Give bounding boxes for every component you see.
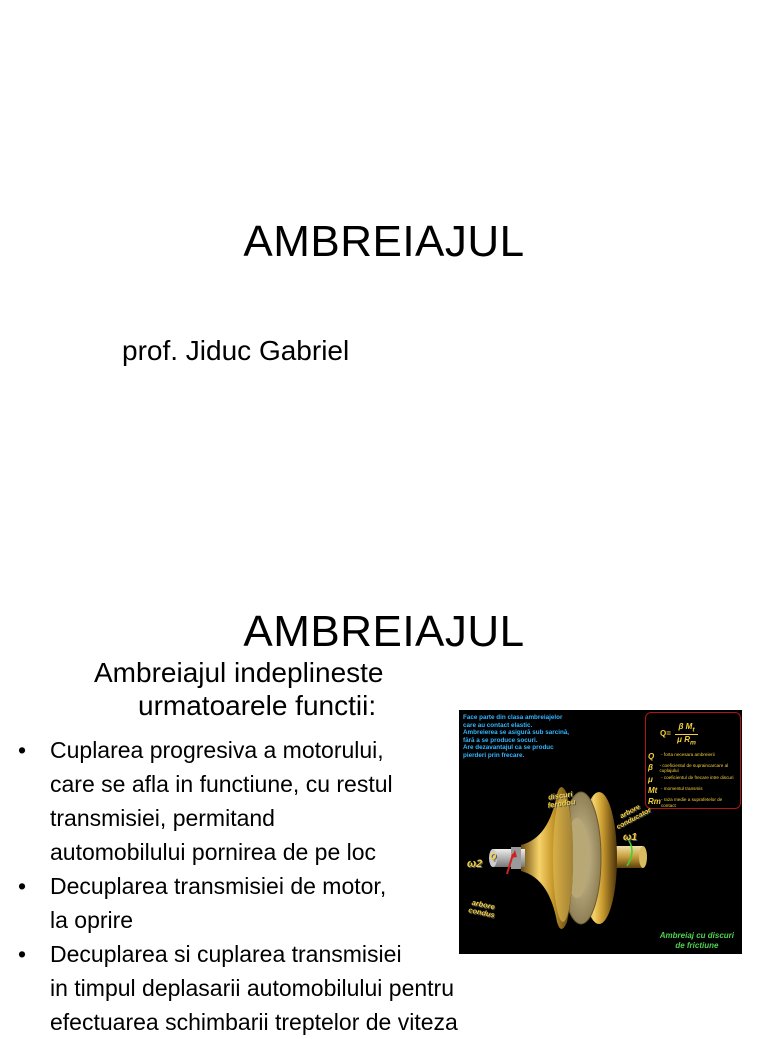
slide-title: AMBREIAJUL — [243, 607, 525, 656]
intro-text — [94, 656, 454, 722]
legend-row — [648, 752, 738, 761]
legend-text: - forta necesara ambreierii — [661, 752, 715, 757]
legend-text: - momentul transmis — [661, 786, 703, 792]
label-friction-discs: discuri ferodou — [546, 789, 576, 810]
clutch-illustration — [459, 710, 742, 954]
bullet-icon: • — [18, 873, 27, 899]
label-driven-shaft: arbore condus — [467, 897, 496, 920]
bullet-icon: • — [18, 737, 27, 763]
driving-shaft-end — [639, 846, 647, 868]
figure-caption: Ambreiaj cu discuri de frictiune — [659, 931, 734, 950]
legend-text: - raza medie a suprafetelor de contact — [660, 797, 723, 808]
formula-fraction — [675, 722, 698, 746]
label-force-q: Q — [490, 852, 497, 861]
legend-row — [648, 763, 738, 773]
legend-symbol: β — [648, 763, 653, 772]
formula-numerator — [675, 722, 698, 735]
title-slide — [0, 0, 768, 512]
formula-lhs: Q= — [660, 729, 671, 739]
legend-text: - coeficientul de supraincarcare al cuplajului — [659, 763, 729, 774]
bullet-icon: • — [18, 941, 27, 967]
formula-num-text: β M — [678, 722, 693, 731]
figure-note-text: Face parte din clasa ambreiajelor care au contact elastic. Ambreierea se asigură sub sarcină, fără a se produce socuri. Are dezavantajul ca se produc pierderi prin frecare. — [463, 714, 570, 759]
force-formula — [660, 722, 698, 746]
label-omega2: ω2 — [467, 858, 483, 870]
slide-title: AMBREIAJUL — [243, 217, 525, 266]
list-item-text: Cuplarea progresiva a motorului, care se afla in functiune, cu restul transmisiei, permitand automobilului pornirea de pe loc — [50, 737, 393, 865]
intro-line: Ambreiajul indeplineste — [94, 657, 384, 688]
legend-row — [648, 775, 738, 784]
legend-text: - coeficientul de frecare intre discuri — [661, 775, 734, 781]
author-name: prof. Jiduc Gabriel — [122, 335, 350, 366]
formula-legend — [648, 752, 738, 810]
formula-denominator — [675, 735, 698, 747]
formula-box — [645, 712, 741, 809]
list-item — [18, 869, 488, 937]
legend-symbol: μ — [648, 775, 653, 785]
label-omega1: ω1 — [623, 832, 637, 843]
formula-den-text: μ R — [677, 734, 690, 744]
intro-line: urmatoarele functii: — [138, 690, 377, 721]
legend-symbol: Mt — [648, 786, 658, 796]
list-item-text: Decuplarea si cuplarea transmisiei in timpul deplasarii automobilului pentru efectuarea schimbarii treptelor de viteza — [50, 941, 458, 1035]
content-slide — [0, 512, 768, 1035]
legend-row — [648, 786, 738, 795]
list-item-text: Decuplarea transmisiei de motor, la oprire — [50, 873, 387, 933]
legend-row — [648, 797, 738, 807]
legend-symbol: Rm — [648, 797, 661, 807]
legend-symbol: Q — [648, 752, 655, 761]
label-driving-shaft: arbore conducator — [615, 803, 653, 831]
formula-den-sub: m — [689, 739, 696, 747]
list-item — [18, 733, 488, 869]
function-list — [18, 733, 488, 1039]
formula-num-sub: t — [692, 726, 695, 734]
flange-rim — [553, 794, 573, 922]
